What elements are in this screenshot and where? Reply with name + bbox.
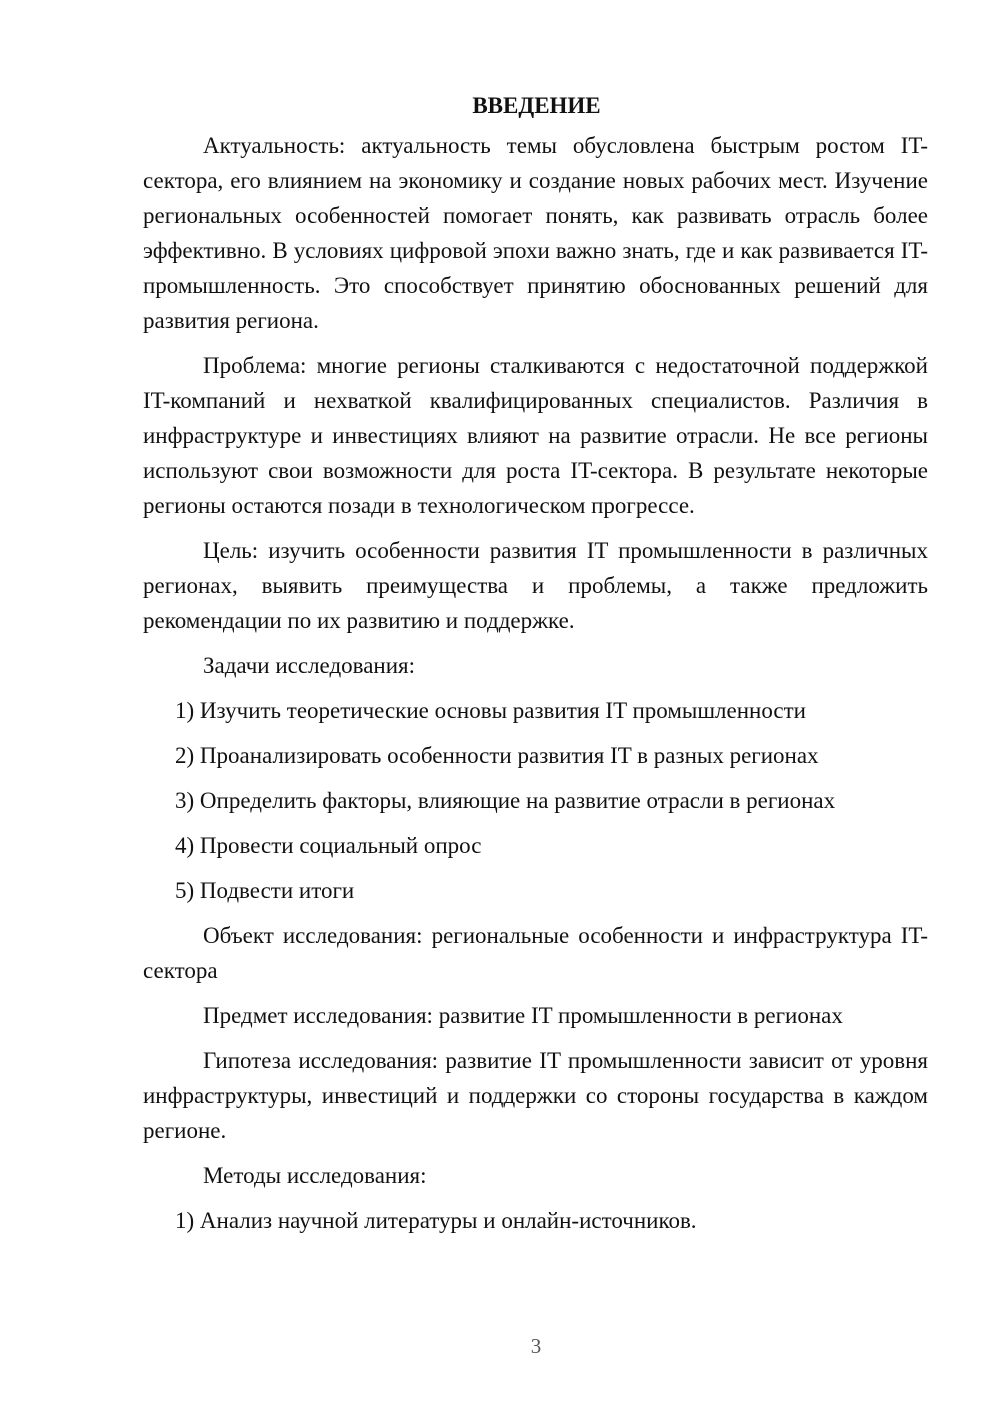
tasks-heading: Задачи исследования:	[203, 653, 416, 678]
method-item-1: 1) Анализ научной литературы и онлайн-источников.	[175, 1208, 697, 1233]
object-paragraph: Объект исследования: региональные особенности и инфраструктура IT-сектора	[143, 923, 928, 983]
task-item-2: 2) Проанализировать особенности развития IT в разных регионах	[175, 743, 819, 768]
problem-paragraph: Проблема: многие регионы сталкиваются с недостаточной поддержкой IT-компаний и нехваткой квалифицированных специалистов. Различия в инфраструктуре и инвестициях влияют на развитие отрасли. Не все регионы используют свои возможности для роста IT-сектора. В результате некоторые регионы остаются позади в технологическом прогрессе.	[143, 353, 928, 518]
goal-paragraph: Цель: изучить особенности развития IT промышленности в различных регионах, выявить преимущества и проблемы, а также предложить рекомендации по их развитию и поддержке.	[143, 538, 928, 633]
methods-heading: Методы исследования:	[203, 1163, 427, 1188]
task-item-5: 5) Подвести итоги	[175, 878, 355, 903]
task-item-1: 1) Изучить теоретические основы развития IT промышленности	[175, 698, 806, 723]
task-item-3: 3) Определить факторы, влияющие на развитие отрасли в регионах	[175, 788, 836, 813]
subject-paragraph: Предмет исследования: развитие IT промышленности в регионах	[203, 1003, 843, 1028]
task-item-4: 4) Провести социальный опрос	[175, 833, 482, 858]
page-number: 3	[530, 1334, 542, 1358]
relevance-paragraph: Актуальность: актуальность темы обусловлена быстрым ростом IT-сектора, его влиянием на экономику и создание новых рабочих мест. Изучение региональных особенностей помогает понять, как развивать отрасль более эффективно. В условиях цифровой эпохи важно знать, где и как развивается IT-промышленность. Это способствует принятию обоснованных решений для развития региона.	[143, 133, 928, 333]
page-content	[143, 92, 928, 1248]
hypothesis-paragraph: Гипотеза исследования: развитие IT промышленности зависит от уровня инфраструктуры, инвестиций и поддержки со стороны государства в каждом регионе.	[143, 1048, 928, 1143]
page-title: ВВЕДЕНИЕ	[472, 93, 601, 118]
